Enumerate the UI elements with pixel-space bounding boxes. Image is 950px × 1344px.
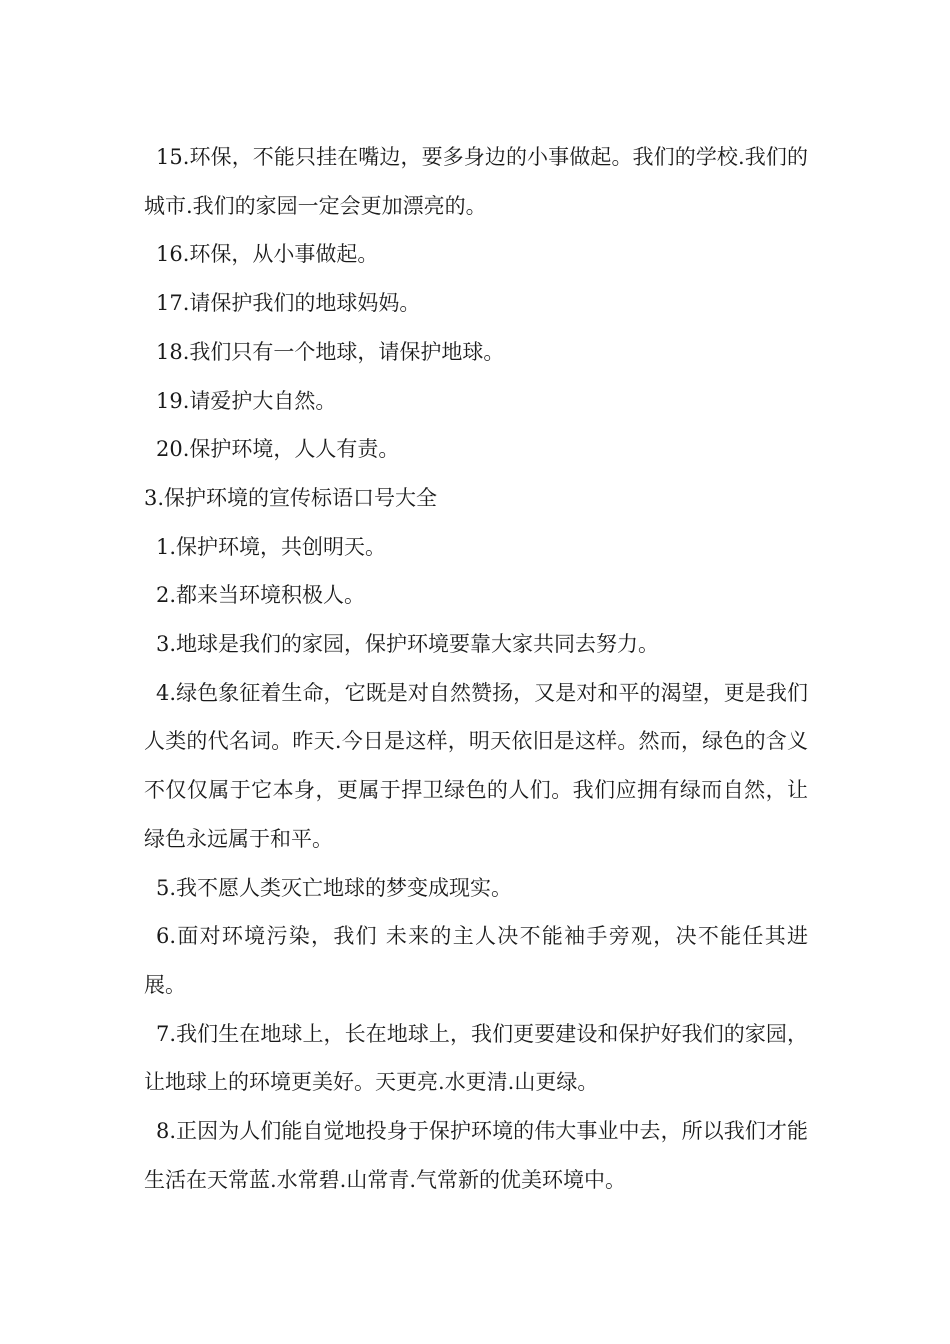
slogan-item-1: 1.保护环境，共创明天。 [156, 534, 387, 559]
document-body [144, 133, 808, 1204]
slogan-item-8: 8.正因为人们能自觉地投身于保护环境的伟大事业中去，所以我们才能生活在天常蓝.水常碧.山常青.气常新的优美环境中。 [144, 1119, 808, 1192]
slogan-item-7: 7.我们生在地球上，长在地球上，我们更要建设和保护好我们的家园，让地球上的环境更美好。天更亮.水更清.山更绿。 [144, 1021, 808, 1095]
paragraph-item-15: 15.环保，不能只挂在嘴边，要多身边的小事做起。我们的学校.我们的城市.我们的家园一定会更加漂亮的。 [144, 145, 808, 218]
section-heading: 3.保护环境的宣传标语口号大全 [144, 485, 438, 510]
slogan-item-4: 4.绿色象征着生命，它既是对自然赞扬，又是对和平的渴望，更是我们人类的代名词。昨天.今日是这样，明天依旧是这样。然而，绿色的含义不仅仅属于它本身，更属于捍卫绿色的人们。我们应拥有绿而自然，让绿色永远属于和平。 [144, 680, 808, 851]
slogan-item-6: 6.面对环境污染，我们 未来的主人决不能袖手旁观，决不能任其进展。 [144, 924, 808, 997]
paragraph-item-16: 16.环保，从小事做起。 [156, 242, 379, 267]
paragraph-item-17: 17.请保护我们的地球妈妈。 [156, 291, 421, 316]
slogan-item-5: 5.我不愿人类灭亡地球的梦变成现实。 [156, 875, 513, 900]
slogan-item-3: 3.地球是我们的家园，保护环境要靠大家共同去努力。 [156, 632, 660, 657]
slogan-item-2: 2.都来当环境积极人。 [156, 583, 366, 608]
paragraph-item-20: 20.保护环境，人人有责。 [156, 437, 400, 462]
paragraph-item-18: 18.我们只有一个地球，请保护地球。 [156, 339, 505, 364]
paragraph-item-19: 19.请爱护大自然。 [156, 388, 337, 413]
